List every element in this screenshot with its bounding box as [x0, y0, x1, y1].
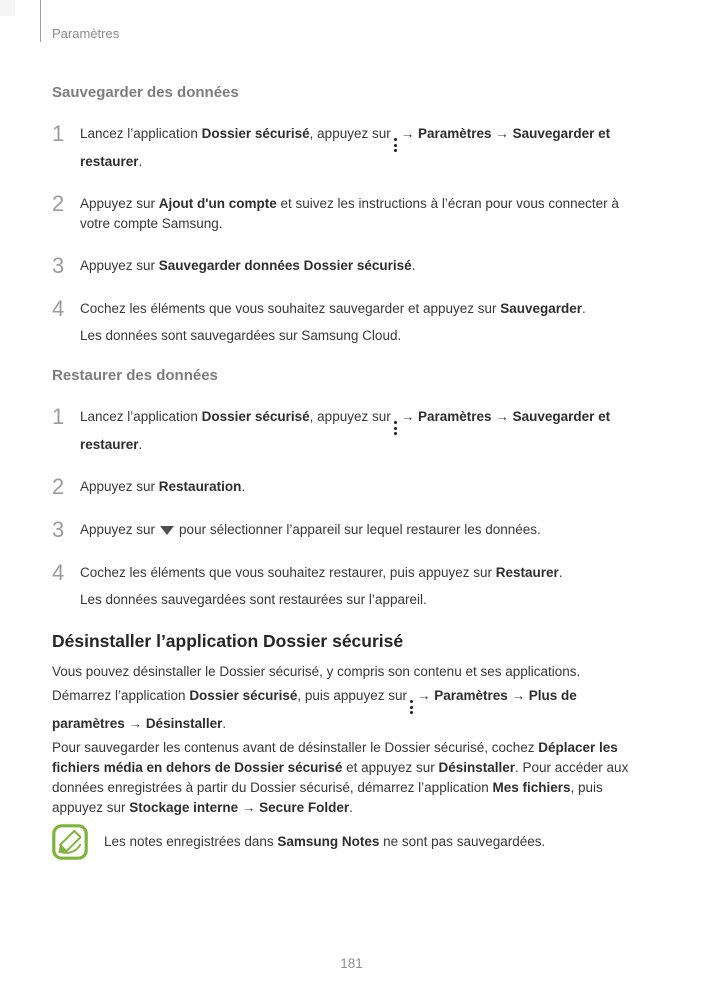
- bold-text: Paramètres: [434, 688, 508, 703]
- text-segment: .: [138, 154, 143, 169]
- text-segment: .: [411, 258, 416, 273]
- text-segment: →: [400, 409, 418, 424]
- step-number: 3: [52, 517, 65, 542]
- text-segment: Cochez les éléments que vous souhaitez restaurer, puis appuyez sur: [80, 565, 496, 580]
- bold-text: Paramètres: [417, 409, 492, 424]
- text-segment: →: [416, 688, 435, 703]
- running-header: Paramètres: [52, 26, 120, 41]
- step-body: [80, 519, 652, 541]
- bold-text: Plus de paramètres: [52, 688, 577, 731]
- step-body: [80, 298, 652, 346]
- bold-text: Ajout d'un compte: [158, 196, 277, 211]
- restore-step-1: [52, 406, 652, 455]
- text-segment: .: [558, 565, 563, 580]
- text-segment: Appuyez sur: [80, 479, 159, 494]
- text-segment: Lancez l’application: [80, 126, 202, 141]
- text-segment: , appuyez sur: [309, 126, 391, 141]
- text-segment: Appuyez sur: [80, 522, 156, 537]
- backup-step-3: [52, 255, 652, 277]
- text-segment: Pour sauvegarder les contenus avant de désinstaller le Dossier sécurisé, cochez: [52, 740, 539, 755]
- text-segment: Appuyez sur: [80, 258, 159, 273]
- text-segment: →: [238, 800, 260, 815]
- text-segment: .: [138, 437, 143, 452]
- bold-text: Sauvegarder: [500, 301, 583, 316]
- text-segment: Les notes enregistrées dans: [104, 834, 278, 849]
- step-number: 1: [52, 121, 65, 146]
- step-text: [80, 256, 652, 276]
- step-text: [80, 477, 652, 497]
- text-segment: Lancez l’application: [80, 409, 202, 424]
- section-title-restore: Restaurer des données: [52, 367, 218, 384]
- step-text: [80, 407, 652, 455]
- step-text: [80, 194, 652, 234]
- step-result-text: Les données sont sauvegardées sur Samsung Cloud.: [80, 328, 402, 343]
- step-number: 2: [52, 191, 65, 216]
- restore-step-3: [52, 519, 652, 541]
- text-segment: , puis appuyez sur: [52, 780, 603, 815]
- text-segment: .: [349, 800, 353, 815]
- uninstall-paragraph-2: [52, 686, 652, 734]
- text-segment: , appuyez sur: [309, 409, 391, 424]
- step-body: [80, 406, 652, 455]
- text-segment: Vous pouvez désinstaller le Dossier sécurisé, y compris son contenu et ses applications.: [52, 664, 581, 679]
- note-pencil-icon: [52, 824, 88, 860]
- text-segment: . Pour accéder aux données enregistrées à partir du Dossier sécurisé, démarrez l’application: [52, 760, 629, 795]
- uninstall-paragraph-3: [52, 738, 652, 818]
- bold-text: Restauration: [158, 479, 242, 494]
- step-body: [80, 123, 652, 172]
- backup-step-1: [52, 123, 652, 172]
- corner-mark: [0, 0, 15, 16]
- step-text: [80, 124, 652, 172]
- page-content: [52, 84, 652, 860]
- step-text: [80, 520, 652, 540]
- uninstall-paragraph-1: [52, 662, 652, 682]
- text-segment: →: [507, 688, 529, 703]
- bold-text: Restaurer: [495, 565, 559, 580]
- section-title-uninstall: Désinstaller l’application Dossier sécurisé: [52, 631, 404, 651]
- note-text: [104, 832, 545, 852]
- restore-step-4: [52, 562, 652, 610]
- restore-step-2: [52, 476, 652, 498]
- bold-text: Dossier sécurisé: [189, 688, 298, 703]
- text-segment: et suivez les instructions à l’écran pour vous connecter à votre compte Samsung.: [80, 196, 619, 231]
- text-segment: .: [582, 301, 586, 316]
- section-title-backup: Sauvegarder des données: [52, 84, 239, 101]
- header-rule: [40, 0, 41, 42]
- step-number: 2: [52, 474, 65, 499]
- step-number: 4: [52, 296, 65, 321]
- step-body: [80, 476, 652, 498]
- page-number: 181: [340, 956, 363, 971]
- text-segment: →: [400, 126, 418, 141]
- bold-text: Désinstaller: [145, 716, 223, 731]
- step-text: [80, 563, 652, 583]
- step-number: 3: [52, 253, 65, 278]
- note-callout: [52, 824, 652, 860]
- more-options-icon: [410, 700, 413, 714]
- step-body: [80, 193, 652, 234]
- text-segment: →: [491, 126, 513, 141]
- bold-text: Dossier sécurisé: [201, 126, 310, 141]
- text-segment: , puis appuyez sur: [297, 688, 407, 703]
- text-segment: Démarrez l’application: [52, 688, 190, 703]
- text-segment: .: [241, 479, 246, 494]
- text-segment: Appuyez sur: [80, 196, 159, 211]
- bold-text: Mes fichiers: [492, 780, 571, 795]
- bold-text: Sauvegarder et restaurer: [80, 409, 611, 452]
- text-segment: ne sont pas sauvegardées.: [379, 834, 546, 849]
- bold-text: Déplacer les fichiers média en dehors de Dossier sécurisé: [52, 740, 618, 775]
- bold-text: Secure Folder: [259, 800, 350, 815]
- step-text: [80, 299, 652, 319]
- bold-text: Désinstaller: [438, 760, 515, 775]
- backup-step-4: [52, 298, 652, 346]
- backup-step-2: [52, 193, 652, 234]
- text-segment: →: [491, 409, 513, 424]
- dropdown-arrow-icon: [160, 526, 174, 535]
- step-result-text: Les données sauvegardées sont restaurées sur l’appareil.: [80, 592, 427, 607]
- bold-text: Sauvegarder données Dossier sécurisé: [158, 258, 412, 273]
- text-segment: .: [222, 716, 227, 731]
- text-segment: Cochez les éléments que vous souhaitez sauvegarder et appuyez sur: [80, 301, 501, 316]
- step-body: [80, 562, 652, 610]
- step-number: 4: [52, 560, 65, 585]
- more-options-icon: [394, 138, 397, 152]
- bold-text: Paramètres: [417, 126, 492, 141]
- bold-text: Stockage interne: [129, 800, 239, 815]
- step-number: 1: [52, 404, 65, 429]
- text-segment: et appuyez sur: [342, 760, 439, 775]
- bold-text: Samsung Notes: [277, 834, 380, 849]
- text-segment: →: [124, 716, 146, 731]
- step-body: [80, 255, 652, 277]
- text-segment: pour sélectionner l’appareil sur lequel restaurer les données.: [179, 522, 541, 537]
- bold-text: Sauvegarder et restaurer: [80, 126, 611, 169]
- bold-text: Dossier sécurisé: [201, 409, 310, 424]
- more-options-icon: [394, 421, 397, 435]
